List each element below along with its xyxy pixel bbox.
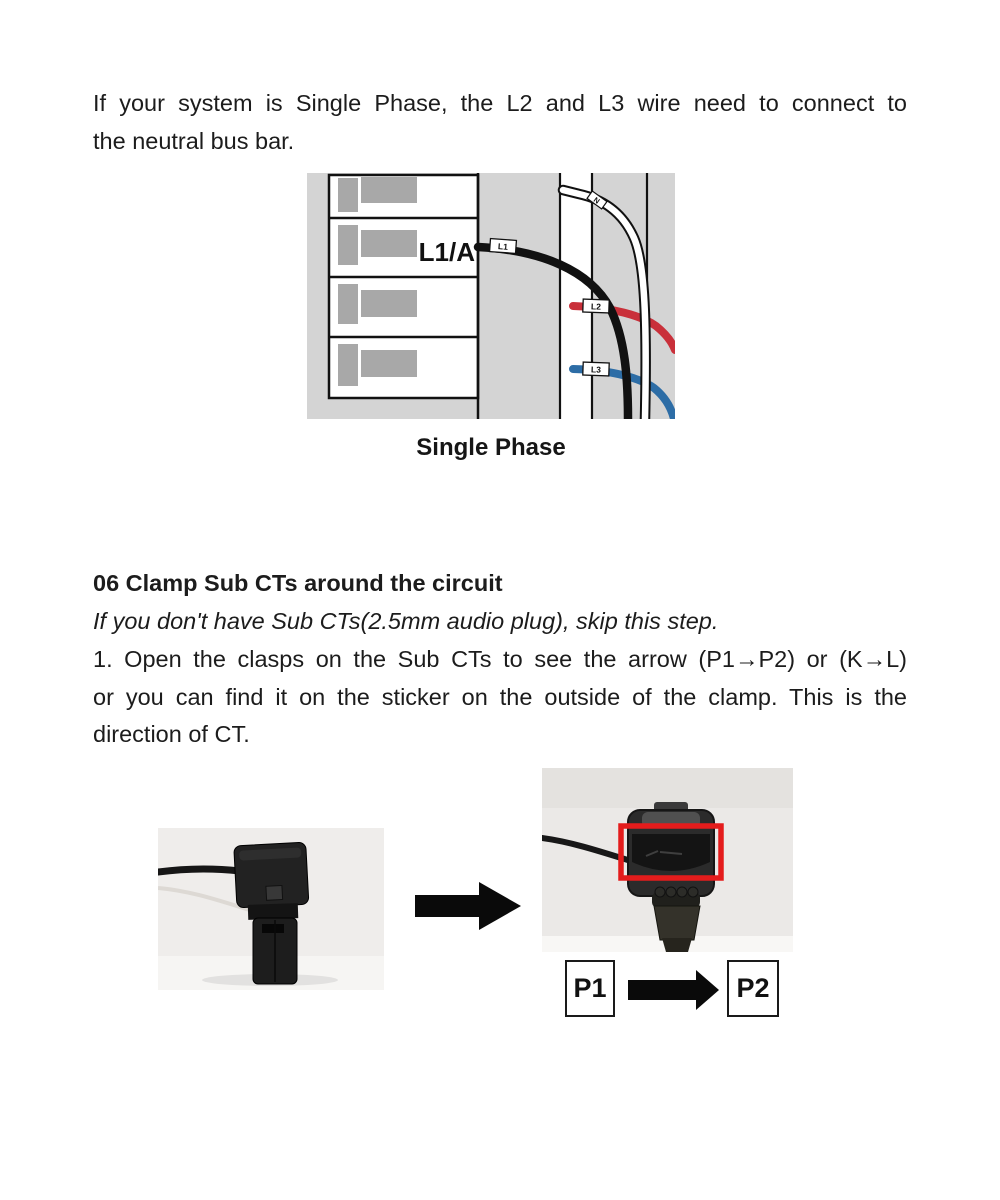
section-note: If you don't have Sub CTs(2.5mm audio plug), skip this step. [93,608,719,634]
p2-label-box: P2 [727,960,779,1017]
svg-text:L1: L1 [497,241,509,252]
single-phase-wiring-diagram [307,173,675,419]
svg-text:L2: L2 [590,301,602,312]
diagram-caption: Single Phase [416,434,566,461]
wire-tag-l3 [583,362,609,376]
step-line-2: or you can find it on the sticker on the outside of the clamp. This is the [93,683,907,710]
intro-paragraph [93,85,907,160]
ct-clamp-open-photo [542,768,793,952]
svg-text:N: N [591,195,602,206]
right-arrow-icon [413,880,523,932]
ct-open-body [628,802,714,896]
p1-label-box: P1 [565,960,615,1017]
ct-hinge [248,903,298,920]
step-paragraph [93,641,907,754]
breaker-label: L1/A [418,237,475,267]
svg-text:L3: L3 [590,364,602,375]
ct-jaw [253,918,297,984]
intro-line-2: the neutral bus bar. [93,127,295,154]
step-line-3: direction of CT. [93,721,250,747]
wire-tag-l1 [490,239,517,254]
step-line-1: 1. Open the clasps on the Sub CTs to see the arrow (P1→P2) or (K→L) [93,646,907,672]
intro-line-1: If your system is Single Phase, the L2 and L3 wire need to connect to [93,90,907,116]
wire-tag-l2 [583,299,609,313]
ct-clamp-closed-photo [158,828,384,990]
breaker-panel [329,175,478,398]
section-heading: 06 Clamp Sub CTs around the circuit [93,570,503,596]
ct-cable [158,869,240,872]
ct-body [234,842,309,908]
p1-to-p2-arrow-icon [626,970,720,1010]
